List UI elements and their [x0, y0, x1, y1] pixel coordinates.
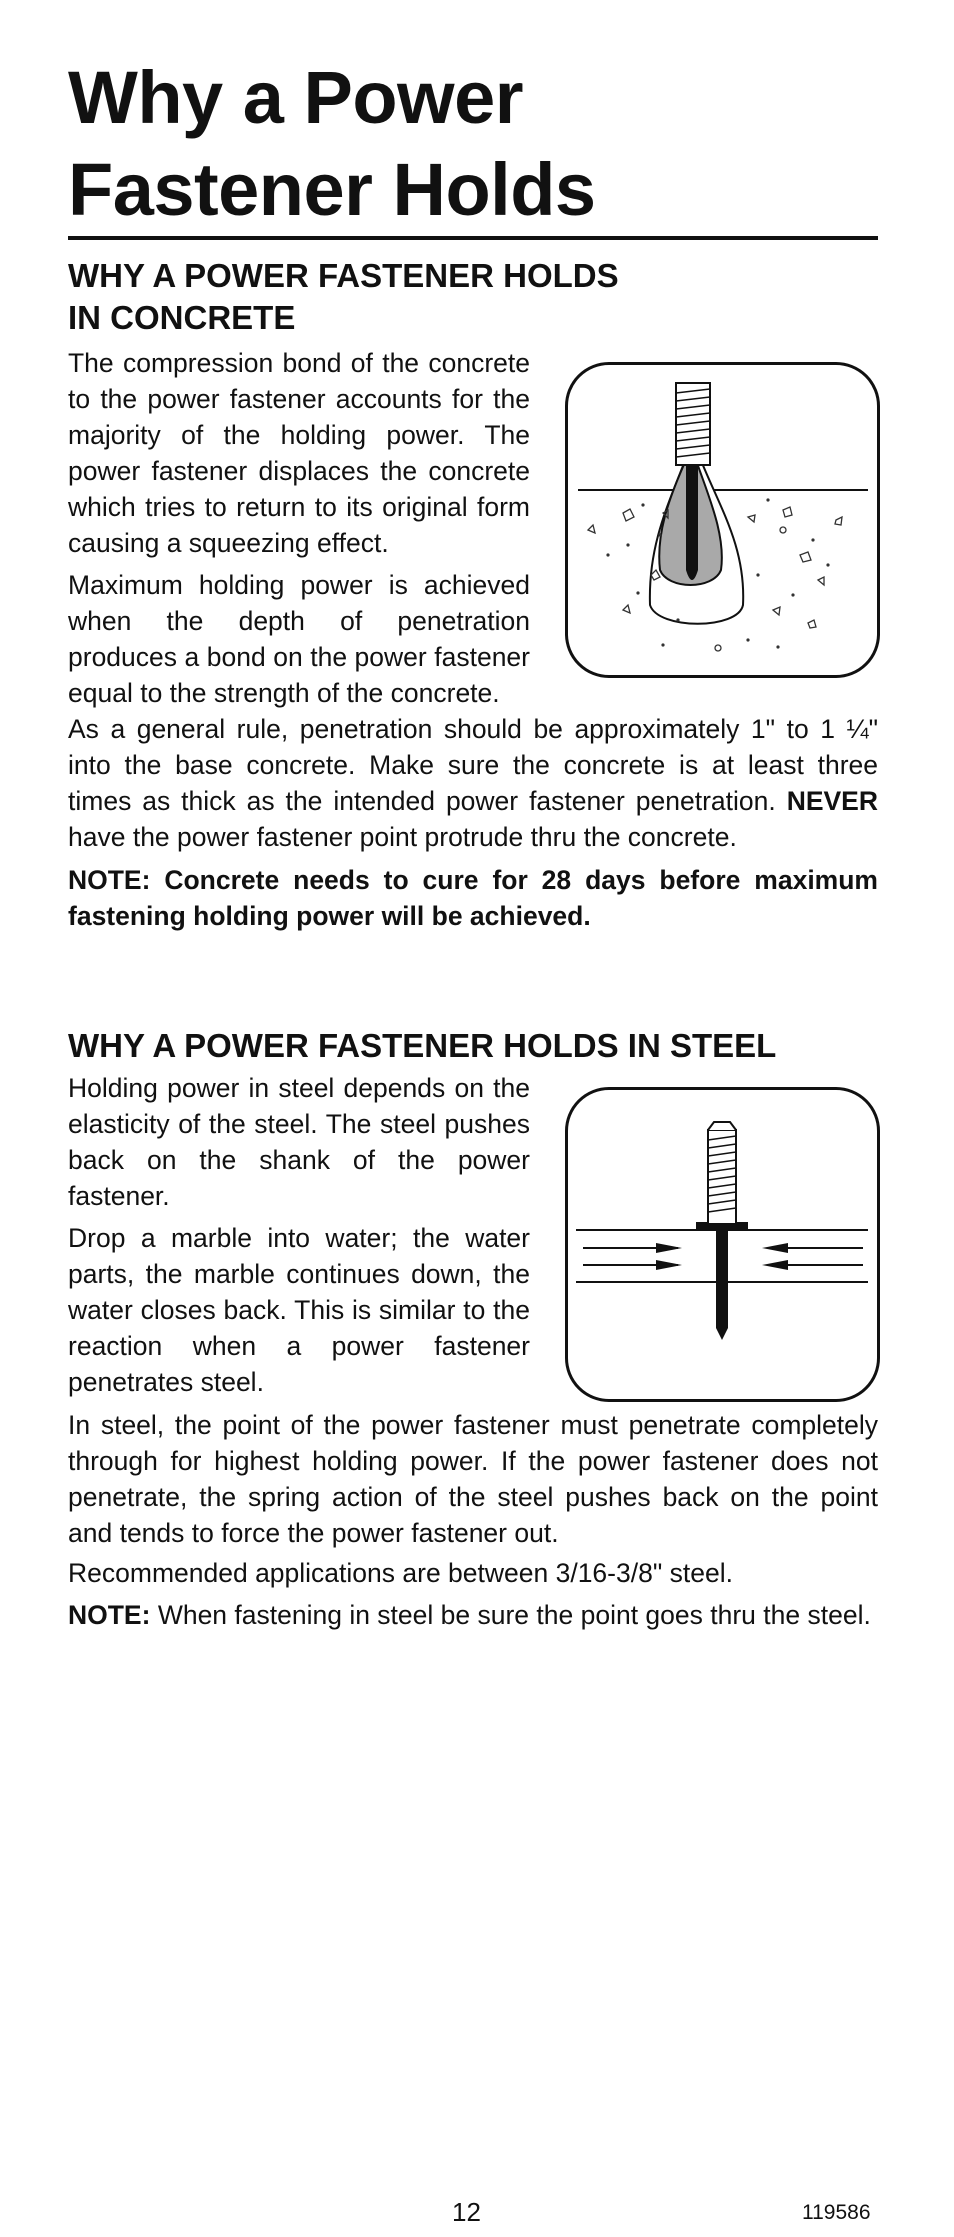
concrete-paragraph-3: [68, 711, 878, 855]
steel-note-label: NOTE:: [68, 1600, 151, 1630]
steel-paragraph-3: In steel, the point of the power fastener must penetrate completely through for highest holding power. If the power fastener does not penetrate, the spring action of the steel pushes back on the point and tends to force the power fastener out.: [68, 1410, 878, 1548]
steel-section-heading: [68, 1025, 888, 1067]
page-title-line-2: Fastener Holds: [68, 148, 596, 231]
document-code: 119586: [802, 2201, 871, 2224]
steel-heading-text: WHY A POWER FASTENER HOLDS IN STEEL: [68, 1027, 777, 1064]
concrete-fastener-illustration: [565, 362, 880, 678]
steel-fastener-illustration: [565, 1087, 880, 1402]
steel-note: [68, 1597, 878, 1633]
concrete-cure-note: NOTE: Concrete needs to cure for 28 days before maximum fastening holding power will be achieved.: [68, 865, 878, 931]
concrete-paragraph-2: Maximum holding power is achieved when the depth of penetration produces a bond on the power fastener equal to the strength of the concrete.: [68, 570, 530, 708]
concrete-paragraph-1: The compression bond of the concrete to the power fastener accounts for the majority of the holding power. The power fastener displaces the concrete which tries to return to its original form causing a squeezing effect.: [68, 348, 530, 558]
concrete-heading-line-1: WHY A POWER FASTENER HOLDS: [68, 257, 619, 294]
concrete-heading-line-2: IN CONCRETE: [68, 299, 296, 336]
steel-paragraph-4: Recommended applications are between 3/16-3/8" steel.: [68, 1558, 733, 1588]
page-title-line-1: Why a Power: [68, 56, 524, 139]
page-title: [68, 52, 888, 236]
never-emphasis: NEVER: [786, 786, 878, 816]
title-divider: [68, 236, 878, 240]
steel-diagram-graphic: [568, 1090, 877, 1399]
steel-paragraph-1: Holding power in steel depends on the elasticity of the steel. The steel pushes back on the shank of the power fastener.: [68, 1073, 530, 1211]
concrete-paragraph-3-text: As a general rule, penetration should be approximately 1" to 1 ¼" into the base concrete. Make sure the concrete is at least three times as thick as the intended power fastener penetration.: [68, 714, 878, 816]
concrete-section-heading: [68, 255, 888, 339]
steel-paragraph-2: Drop a marble into water; the water parts, the marble continues down, the water closes back. This is similar to the reaction when a power fastener penetrates steel.: [68, 1223, 530, 1397]
steel-note-text: When fastening in steel be sure the point goes thru the steel.: [157, 1600, 871, 1630]
concrete-paragraph-3-end: have the power fastener point protrude thru the concrete.: [68, 822, 737, 852]
page-number: 12: [452, 2197, 481, 2227]
concrete-diagram-graphic: [568, 365, 877, 675]
